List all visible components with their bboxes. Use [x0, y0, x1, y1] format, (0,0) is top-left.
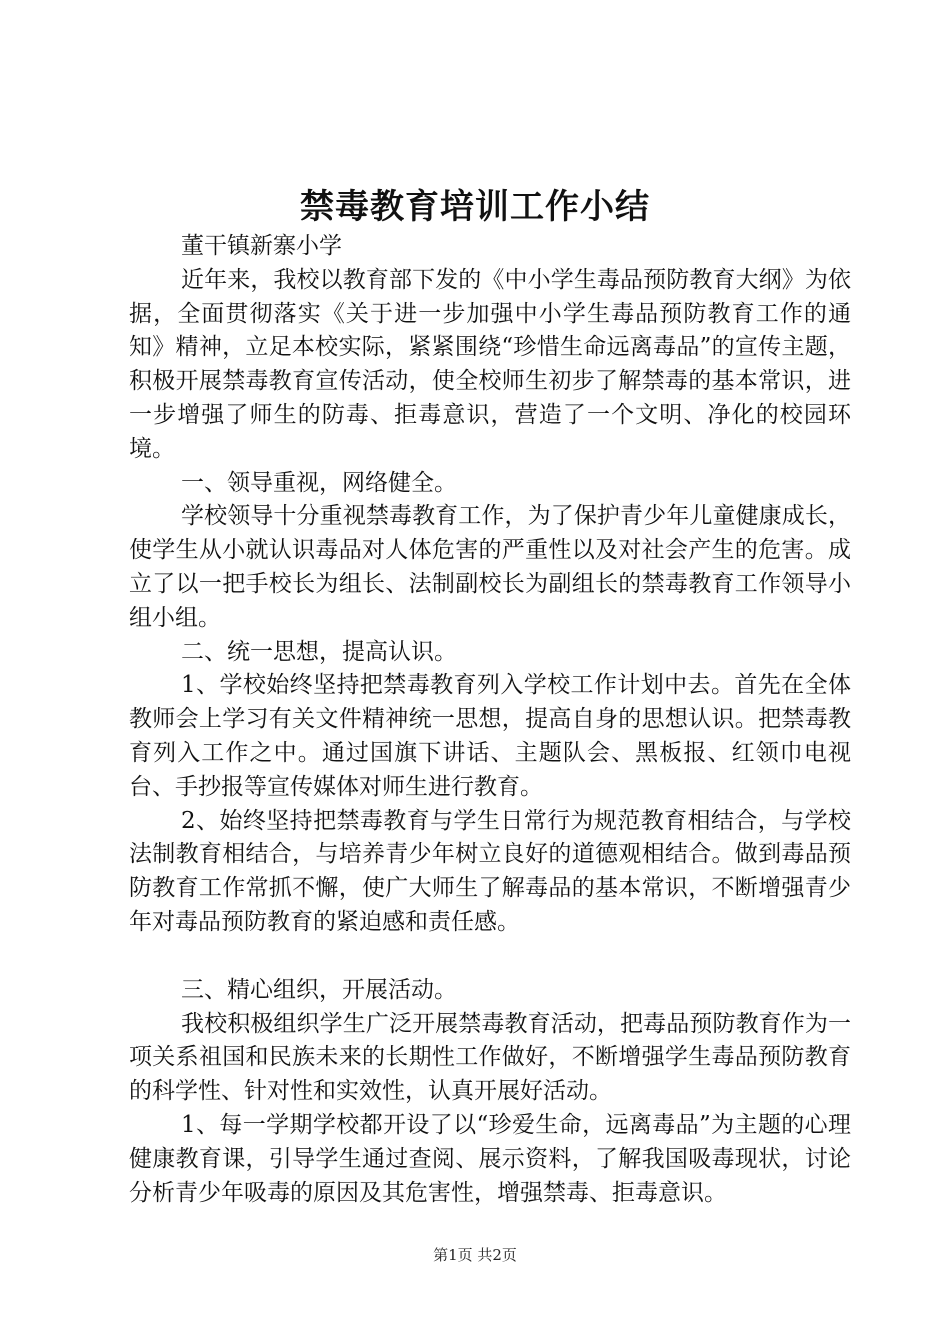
section-2-item-2: 2、始终坚持把禁毒教育与学生日常行为规范教育相结合，与学校法制教育相结合，与培养青少年树立良好的道德观相结合。做到毒品预防教育工作常抓不懈，使广大师生了解毒品的基本常识，不断增强青少年对毒品预防教育的紧迫感和责任感。	[129, 807, 851, 935]
section-2-item-1: 1、学校始终坚持把禁毒教育列入学校工作计划中去。首先在全体教师会上学习有关文件精神统一思想，提高自身的思想认识。把禁毒教育列入工作之中。通过国旗下讲话、主题队会、黑板报、红领巾电视台、手抄报等宣传媒体对师生进行教育。	[129, 672, 851, 800]
section-3-paragraph: 我校积极组织学生广泛开展禁毒教育活动，把毒品预防教育作为一项关系祖国和民族未来的长期性工作做好，不断增强学生毒品预防教育的科学性、针对性和实效性，认真开展好活动。	[129, 1010, 851, 1105]
section-heading-1: 一、领导重视，网络健全。	[181, 469, 457, 496]
intro-paragraph: 近年来，我校以教育部下发的《中小学生毒品预防教育大纲》为依据，全面贯彻落实《关于进一步加强中小学生毒品预防教育工作的通知》精神，立足本校实际，紧紧围绕“珍惜生命远离毒品”的宣传主题，积极开展禁毒教育宣传活动，使全校师生初步了解禁毒的基本常识，进一步增强了师生的防毒、拒毒意识，营造了一个文明、净化的校园环境。	[129, 266, 851, 462]
section-3-item-1: 1、每一学期学校都开设了以“珍爱生命，远离毒品”为主题的心理健康教育课，引导学生通过查阅、展示资料，了解我国吸毒现状，讨论分析青少年吸毒的原因及其危害性，增强禁毒、拒毒意识。	[129, 1111, 851, 1206]
document-title: 禁毒教育培训工作小结	[300, 187, 650, 227]
paragraph-spacer	[129, 940, 851, 974]
document-body	[129, 230, 851, 1210]
section-heading-2: 二、统一思想，提高认识。	[181, 638, 457, 665]
section-heading-3: 三、精心组织，开展活动。	[181, 976, 457, 1003]
author-line: 董干镇新寨小学	[181, 233, 342, 259]
page-footer: 第1页 共2页	[433, 1246, 517, 1264]
section-1-paragraph: 学校领导十分重视禁毒教育工作，为了保护青少年儿童健康成长，使学生从小就认识毒品对人体危害的严重性以及对社会产生的危害。成立了以一把手校长为组长、法制副校长为副组长的禁毒教育工作领导小组小组。	[129, 503, 851, 631]
